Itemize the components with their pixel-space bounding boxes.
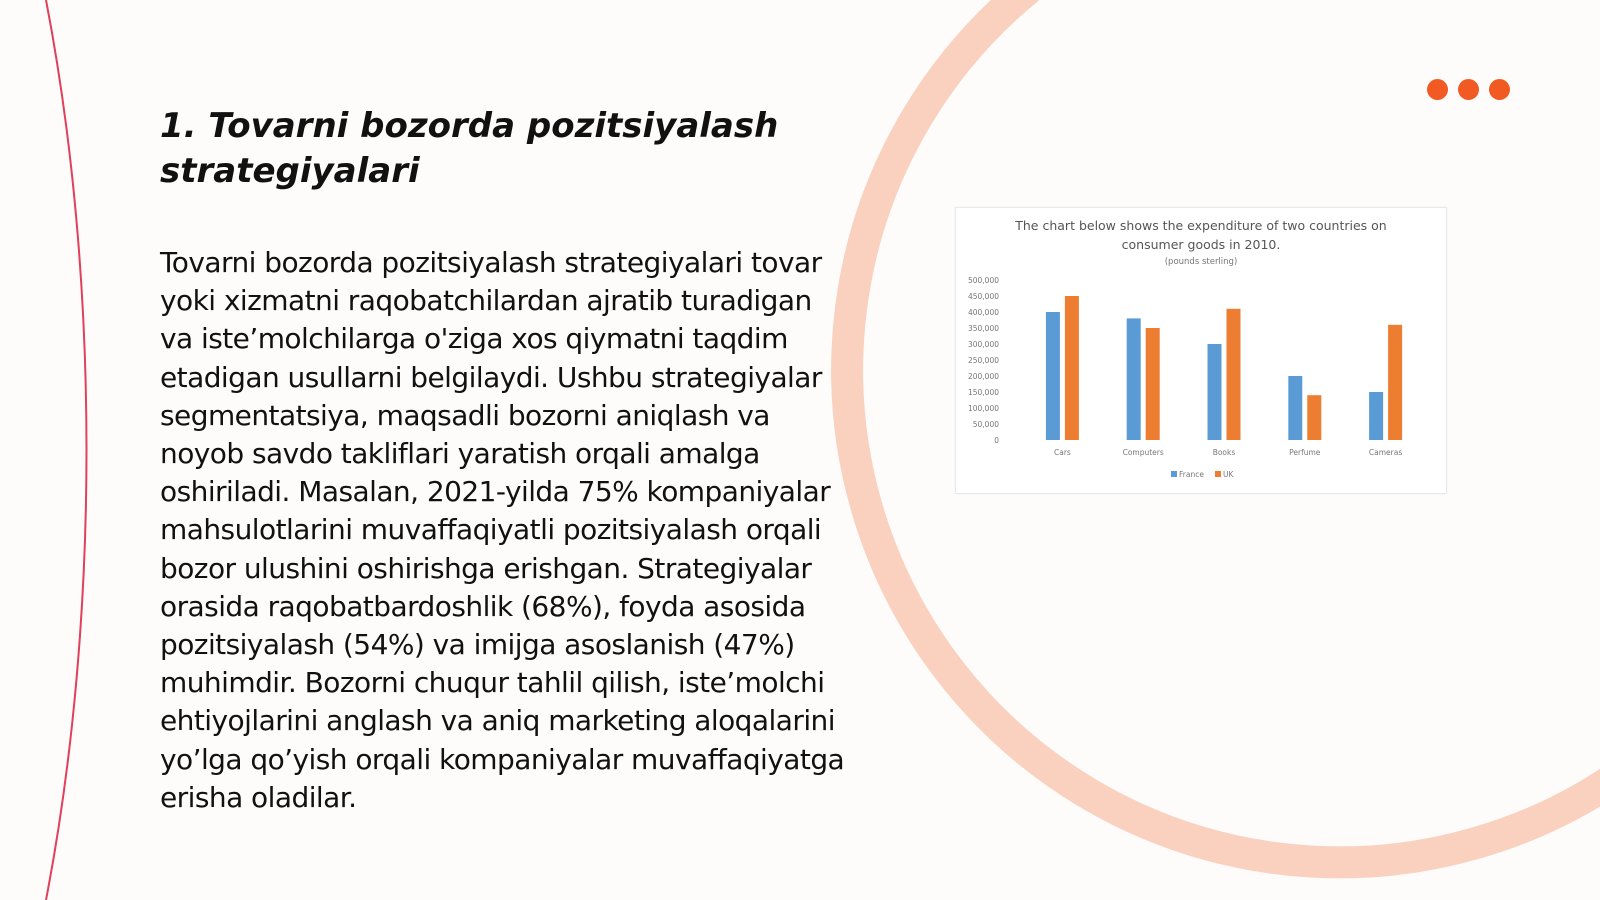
y-tick-label: 0 xyxy=(994,436,999,445)
bar-france-computers xyxy=(1127,318,1141,440)
bar-france-cameras xyxy=(1369,392,1383,440)
left-red-curve xyxy=(46,0,87,900)
y-tick-label: 150,000 xyxy=(967,388,999,397)
x-tick-label: Cameras xyxy=(1368,448,1403,457)
y-tick-label: 200,000 xyxy=(967,372,999,381)
x-tick-label: Books xyxy=(1212,448,1236,457)
y-tick-label: 100,000 xyxy=(967,404,999,413)
bar-france-cars xyxy=(1046,312,1060,440)
chart-title-line-1: The chart below shows the expenditure of two countries on xyxy=(1015,218,1387,233)
chart-subtitle: (pounds sterling) xyxy=(1164,257,1238,267)
x-tick-label: Computers xyxy=(1122,448,1164,457)
more-dots-icon xyxy=(1427,79,1510,100)
y-tick-label: 300,000 xyxy=(967,340,999,349)
x-axis-ticks xyxy=(1054,448,1402,457)
legend-swatch xyxy=(1171,471,1177,477)
chart-card xyxy=(955,207,1447,494)
y-tick-label: 50,000 xyxy=(972,420,999,429)
y-tick-label: 400,000 xyxy=(967,308,999,317)
bar-uk-cameras xyxy=(1388,325,1402,440)
legend-label: UK xyxy=(1223,470,1234,479)
bar-uk-perfume xyxy=(1307,395,1321,440)
bar-uk-cars xyxy=(1065,296,1079,440)
bars xyxy=(1046,296,1402,440)
y-tick-label: 250,000 xyxy=(967,356,999,365)
y-tick-label: 450,000 xyxy=(967,292,999,301)
slide-body-text: Tovarni bozorda pozitsiyalash strategiyalari tovar yoki xizmatni raqobatchilardan ajratib turadigan va iste’molchilarga o'ziga xos qiymatni taqdim etadigan usullarni belgilaydi. Ushbu strategiyalar segmentatsiya, maqsadli bozorni aniqlash va noyob savdo takliflari yaratish orqali amalga oshiriladi. Masalan, 2021-yilda 75% kompaniyalar mahsulotlarini muvaffaqiyatli pozitsiyalash orqali bozor ulushini oshirishga erishgan. Strategiyalar orasida raqobatbardoshlik (68%), foyda asosida pozitsiyalash (54%) va imijga asoslanish (47%) muhimdir. Bozorni chuqur tahlil qilish, iste’molchi ehtiyojlarini anglash va aniq marketing aloqalarini yo’lga qo’yish orqali kompaniyalar muvaffaqiyatga erisha oladilar. xyxy=(160,246,845,814)
dot xyxy=(1489,79,1510,100)
bar-france-books xyxy=(1208,344,1222,440)
dot xyxy=(1427,79,1448,100)
chart-title-line-2: consumer goods in 2010. xyxy=(1121,237,1281,252)
legend-swatch xyxy=(1215,471,1221,477)
x-tick-label: Cars xyxy=(1053,448,1071,457)
dot xyxy=(1458,79,1479,100)
legend-label: France xyxy=(1179,470,1204,479)
bar-uk-books xyxy=(1227,309,1241,440)
x-tick-label: Perfume xyxy=(1289,448,1321,457)
bar-uk-computers xyxy=(1146,328,1160,440)
chart-legend xyxy=(1171,470,1234,479)
slide-title: 1. Tovarni bozorda pozitsiyalash strategiyalari xyxy=(160,106,779,191)
y-tick-label: 350,000 xyxy=(967,324,999,333)
bar-france-perfume xyxy=(1288,376,1302,440)
y-axis-ticks xyxy=(968,276,999,445)
y-tick-label: 500,000 xyxy=(967,276,999,285)
bar-chart xyxy=(956,208,1446,493)
